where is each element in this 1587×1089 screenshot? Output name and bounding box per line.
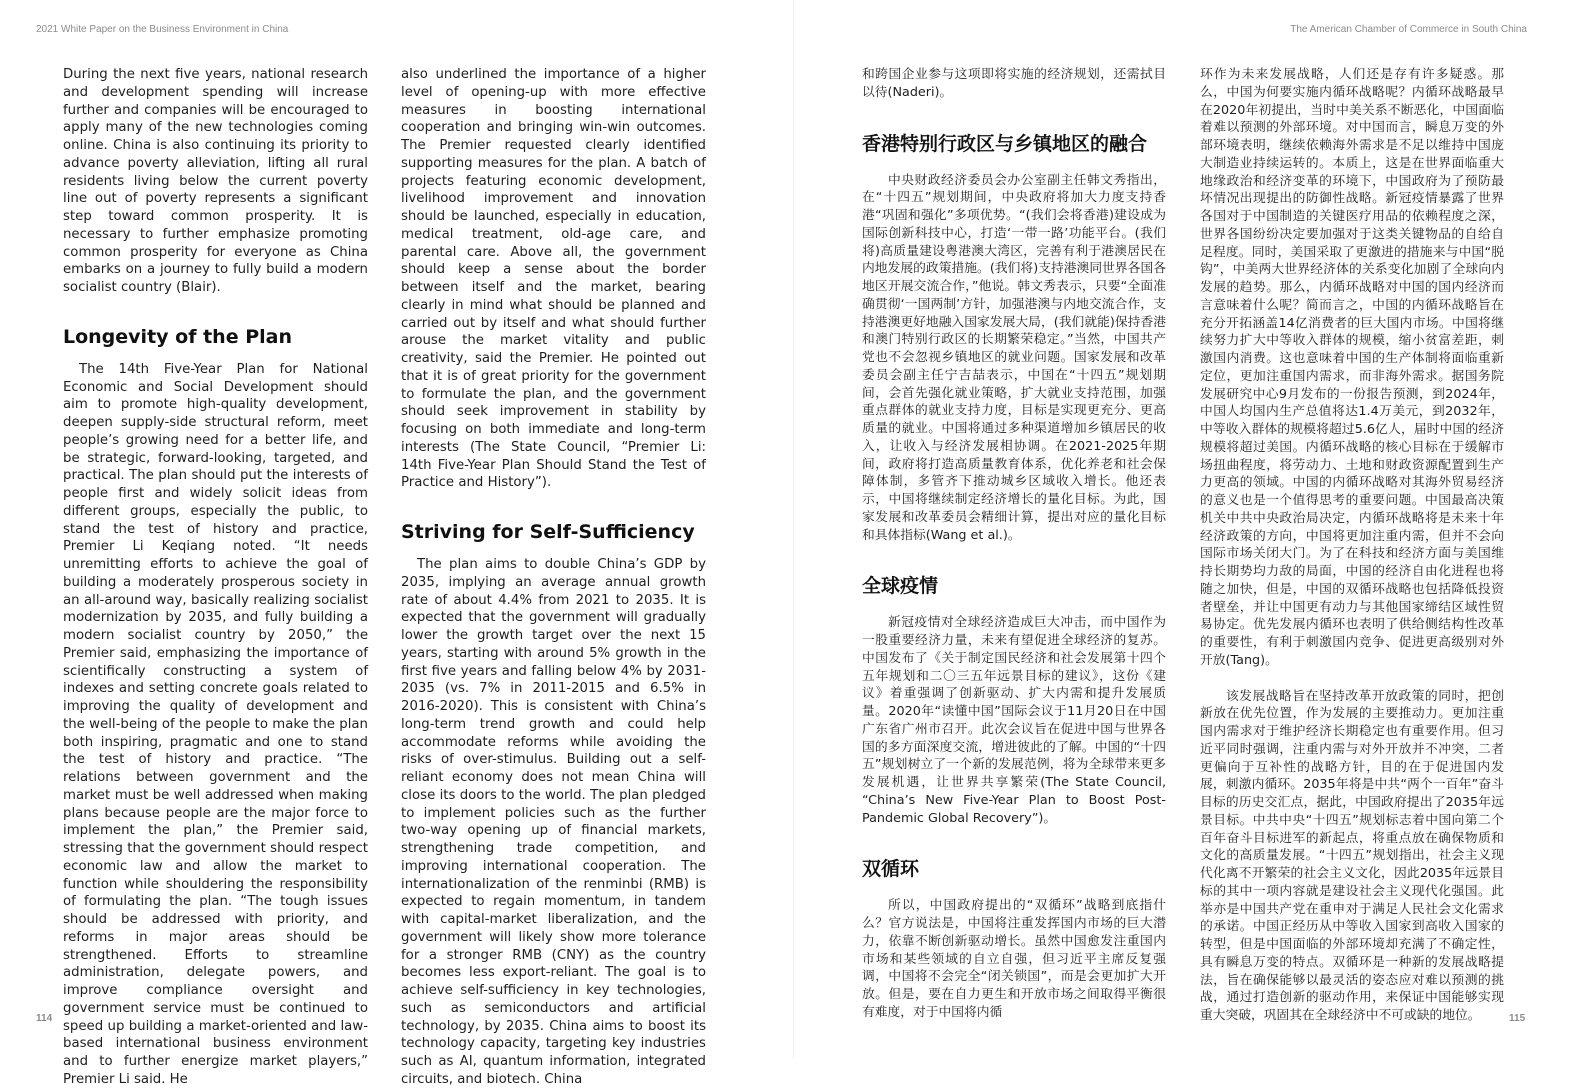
page-number-right: 115 [1509,1013,1526,1024]
left-page-column-1 [63,66,368,1089]
running-head-right: The American Chamber of Commerce in South China [1290,24,1527,35]
heading-hong-kong-integration: 香港特别行政区与乡镇地区的融合 [862,132,1148,155]
col3-paragraph-4: 所以，中国政府提出的“双循环”战略到底指什么？官方说法是，中国将注重发挥国内市场的巨大潜力，依靠不断创新驱动增长。虽然中国愈发注重国内市场和某些领域的自立自强，但习近平主席反复强调，中国将不会完全“闭关锁国”，而是会更加扩大开放。但是，要在自力更生和开放市场之间取得平衡很有难度，对于中国将内循 [862,898,1166,1020]
heading-global-pandemic: 全球疫情 [862,575,939,598]
heading-striving-for-self-sufficiency: Striving for Self-Sufficiency [401,521,695,543]
heading-longevity-of-the-plan: Longevity of the Plan [63,325,292,348]
page-gutter [793,0,794,1058]
col1-paragraph-2: The 14th Five-Year Plan for National Economic and Social Development should aim to promote high-quality development, deepen supply-side structural reform, meet people’s growing need for a better life, and be strategic, forward-looking, targeted, and practical. The plan should put the interests of people first and widely solicit ideas from different groups, especially the public, to stand the test of history and practice, Premier Li Keqiang noted. “It needs unremitting efforts to achieve the goal of building a moderately prosperous society in an all-around way, basically realizing socialist modernization by 2035, and fully building a modern socialist country by 2050,” the Premier said, emphasizing the importance of scientifically constructing a system of indexes and setting concrete goals related to improving the quality of development and the well-being of the people to make the plan both inspiring, pragmatic and one to stand the test of history and practice. “The relations between government and the market must be well addressed when making plans because people are the major force to implement the plan,” the Premier said, stressing that the government should respect economic law and allow the market to function while shouldering the responsibility of formulating the plan. “The tough issues should be addressed with priority, and reforms in major areas should be strengthened. Efforts to streamline administration, delegate powers, and improve compliance oversight and government service must be continued to speed up building a market-oriented and law-based international business environment and to further energize market players,” Premier Li said. He [63,361,368,1087]
right-page-column-2 [1200,66,1504,1025]
page-number-left: 114 [36,1013,53,1024]
col3-paragraph-3: 新冠疫情对全球经济造成巨大冲击，而中国作为一股重要经济力量，未来有望促进全球经济的复苏。中国发布了《关于制定国民经济和社会发展第十四个五年规划和二〇三五年远景目标的建议》，这份《建议》着重强调了创新驱动、扩大内需和提升发展质量。2020年“读懂中国”国际会议于11月20日在中国广东省广州市召开。此次会议旨在促进中国与世界各国的多方面深度交流，增进彼此的了解。中国的“十四五”规划树立了一个新的发展范例，将为全球带来更多发展机遇，让世界共享繁荣(The State Council, “China’s New Five-Year Plan to Boost Post-Pandemic Global Recovery”)。 [862,615,1166,826]
left-page-column-2 [401,66,706,1089]
col3-paragraph-1: 和跨国企业参与这项即将实施的经济规划，还需拭目以待(Naderi)。 [862,67,1166,100]
running-head-left: 2021 White Paper on the Business Environment in China [36,24,289,35]
col3-paragraph-2: 中央财政经济委员会办公室副主任韩文秀指出，在“十四五”规划期间，中央政府将加大力度支持香港“巩固和强化”多项优势。“(我们会将香港)建设成为国际创新科技中心，打造‘一带一路’功能平台。(我们将)高质量建设粤港澳大湾区，完善有利于港澳居民在内地发展的政策措施。(我们将)支持港澳同世界各国各地区开展交流合作，”他说。韩文秀表示，只要“全面准确贯彻‘一国两制’方针，加强港澳与内地交流合作，支持港澳更好地融入国家发展大局，(我们就能)保持香港和澳门特别行政区的长期繁荣稳定。”当然，中国共产党也不会忽视乡镇地区的就业问题。国家发展和改革委员会副主任宁吉喆表示，中国在“十四五”规划期间，会首先强化就业策略，扩大就业支持范围，加强重点群体的就业支持力度，目标是实现更充分、更高质量的就业。中国将通过多种渠道增加乡镇居民的收入，让收入与经济发展相协调。在2021-2025年期间，政府将打造高质量教育体系，优化养老和社会保障体制，多管齐下推动城乡区域收入增长。他还表示，中国将继续制定经济增长的量化目标。为此，国家发展和改革委员会精细计算，提出对应的量化目标和具体指标(Wang et al.)。 [862,172,1166,543]
col4-paragraph-2: 该发展战略旨在坚持改革开放政策的同时，把创新放在优先位置，作为发展的主要推动力。更加注重国内需求对于维护经济长期稳定也有重要作用。但习近平同时强调，注重内需与对外开放并不冲突，二者更偏向于互补性的战略方针，目的在于促进国内发展，刺激内循环。2035年将是中共“两个一百年”奋斗目标的历史交汇点，据此，中国政府提出了2035年远景目标。中共中央“十四五”规划标志着中国向第二个百年奋斗目标进军的新起点，将重点放在确保物质和文化的高质量发展。“十四五”规划指出，社会主义现代化离不开繁荣的社会主义文化，因此2035年远景目标的其中一项内容就是建设社会主义现代化强国。此举亦是中国共产党在重申对于满足人民社会文化需求的承诺。中国正经历从中等收入国家到高收入国家的转型，但是中国面临的外部环境却充满了不确定性，具有瞬息万变的特点。双循环是一种新的发展战略提法，旨在确保能够以最灵活的姿态应对难以预测的挑战，通过打造创新的驱动作用，来保证中国能够实现重大突破，巩固其在全球经济中不可或缺的地位。 [1200,688,1504,1023]
col2-paragraph-2: The plan aims to double China’s GDP by 2035, implying an average annual growth rate of about 4.4% from 2021 to 2035. It is expected that the government will gradually lower the growth target over the next 15 years, starting with around 5% growth in the first five years and falling below 4% by 2031-2035 (vs. 7% in 2011-2015 and 6.5% in 2016-2020). This is consistent with China’s long-term trend growth and could help accommodate reforms while avoiding the risks of over-stimulus. Building out a self-reliant economy does not mean China will close its doors to the world. The plan pledged to implement policies such as the further two-way opening up of financial markets, strengthening trade competition, and improving international cooperation. The internationalization of the renminbi (RMB) is expected to regain momentum, in tandem with capital-market liberalization, and the government will likely show more tolerance for a stronger RMB (CNY) as the country becomes less export-reliant. The goal is to achieve self-sufficiency in key technologies, such as semiconductors and artificial technology, by 2035. China aims to boost its technology capacity, targeting key industries such as AI, quantum information, integrated circuits, and biotech. China [401,557,706,1087]
right-page-column-1 [862,66,1166,1022]
heading-dual-circulation: 双循环 [862,858,920,881]
col2-paragraph-1: also underlined the importance of a higher level of opening-up with more effective measures in boosting international cooperation and bringing win-win outcomes. The Premier requested clearly identified supporting measures for the plan. A batch of projects featuring economic development, livelihood improvement and innovation should be launched, especially in education, medical treatment, old-age care, and parental care. Above all, the government should keep a sense about the border between itself and the market, bearing clearly in mind what should be planned and carried out by itself and what should further arouse the market vitality and public creativity, said the Premier. He pointed out that it is of great priority for the government to formulate the plan, and the government should seek improvement in stability by focusing on both immediate and long-term interests (The State Council, “Premier Li: 14th Five-Year Plan Should Stand the Test of Practice and History”). [401,67,706,491]
col1-paragraph-1: During the next five years, national research and development spending will increase further and companies will be encouraged to apply many of the new technologies coming online. China is also continuing its priority to advance poverty alleviation, lifting all rural residents living below the current poverty line out of poverty represents a significant step toward common prosperity. It is necessary to further emphasize promoting common prosperity for everyone as China embarks on a journey to fully build a modern socialist country (Blair). [63,67,368,295]
col4-paragraph-1: 环作为未来发展战略，人们还是存有许多疑惑。那么，中国为何要实施内循环战略呢？内循环战略最早在2020年初提出，当时中美关系不断恶化，中国面临着难以预测的外部环境。对中国而言，瞬息万变的外部环境表明，继续依赖海外需求是不足以维持中国庞大制造业持续运转的。本质上，这是在世界面临重大地缘政治和经济变革的环境下，中国政府为了预防最坏情况出现提出的防御性战略。新冠疫情暴露了世界各国对于中国制造的关键医疗用品的依赖程度之深，世界各国纷纷决定要加强对于这类关键物品的自给自足程度。同时，美国采取了更激进的措施来与中国“脱钩”，中美两大世界经济体的关系变化加剧了全球向内发展的趋势。那么，内循环战略对中国的国内经济而言意味着什么呢？简而言之，中国的内循环战略旨在充分开拓涵盖14亿消费者的巨大国内市场。中国将继续努力扩大中等收入群体的规模，缩小贫富差距，刺激国内消费。这也意味着中国的生产体制将面临重新定位，更加注重国内需求，而非海外需求。据国务院发展研究中心9月发布的一份报告预测，到2024年，中国人均国内生产总值将达1.4万美元，到2032年，中等收入群体的规模将超过5.6亿人，届时中国的经济规模将超过美国。内循环战略的核心目标在于缓解市场扭曲程度，将劳动力、土地和财政资源配置到生产力更高的领域。中国的内循环战略对其海外贸易经济的意义也是一个值得思考的重要问题。中国最高决策机关中共中央政治局决定，内循环战略将是未来十年经济政策的方向，中国将更加注重内需，但并不会向国际市场关闭大门。为了在科技和经济方面与美国维持长期势均力敌的局面，中国的经济自由化进程也将随之加快，但是，中国的双循环战略也包括降低投资者壁垒，并让中国更有动力与其他国家缔结区域性贸易协定。优先发展内循环也表明了供给侧结构性改革的重要性，有利于刺激国内竞争、促进更高级别对外开放(Tang)。 [1200,67,1504,668]
